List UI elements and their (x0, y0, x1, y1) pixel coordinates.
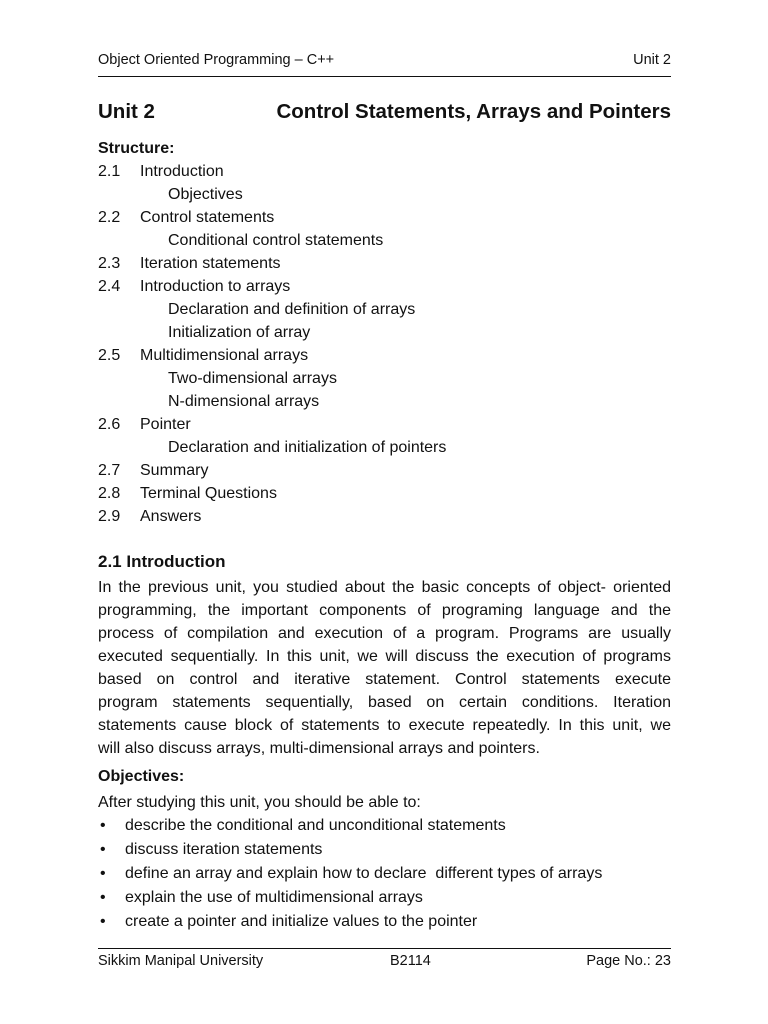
toc-text: Iteration statements (140, 255, 281, 272)
toc-number: 2.8 (98, 485, 121, 502)
toc-item (98, 160, 671, 183)
objective-text: describe the conditional and unconditional statements (125, 817, 506, 834)
toc-text: N-dimensional arrays (168, 393, 320, 410)
objectives-intro: After studying this unit, you should be able to: (98, 794, 421, 811)
footer-university: Sikkim Manipal University (98, 953, 264, 969)
paragraph-line: based on control and iterative statement. Control statements execute (98, 671, 671, 688)
toc-text: Pointer (140, 416, 191, 433)
toc-subitem (98, 367, 671, 390)
toc-item (98, 482, 671, 505)
toc-item (98, 252, 671, 275)
paragraph-line: executed sequentially. In this unit, we will discuss the execution of programs (98, 648, 671, 665)
page-footer (98, 953, 671, 973)
footer-rule (98, 948, 671, 949)
page-header (98, 52, 671, 74)
toc-text: Answers (140, 508, 202, 525)
bullet-icon: • (100, 841, 106, 858)
unit-title-text: Control Statements, Arrays and Pointers (276, 100, 671, 123)
toc-subitem (98, 390, 671, 413)
toc-item (98, 206, 671, 229)
toc-item (98, 413, 671, 436)
toc-text: Declaration and definition of arrays (168, 301, 416, 318)
objectives-heading: Objectives: (98, 768, 185, 785)
toc-number: 2.6 (98, 416, 121, 433)
toc-text: Terminal Questions (140, 485, 277, 502)
toc-item (98, 505, 671, 528)
toc-number: 2.7 (98, 462, 121, 479)
toc-number: 2.2 (98, 209, 121, 226)
paragraph-line: program statements sequentially, based on certain conditions. Iteration (98, 694, 671, 711)
introduction-heading: 2.1 Introduction (98, 552, 226, 571)
bullet-icon: • (100, 865, 106, 882)
toc-text: Two-dimensional arrays (168, 370, 337, 387)
objectives-list (98, 814, 671, 934)
toc-subitem (98, 298, 671, 321)
objective-text: explain the use of multidimensional arrays (125, 889, 423, 906)
toc-item (98, 275, 671, 298)
objective-item (98, 862, 671, 886)
toc-number: 2.3 (98, 255, 121, 272)
toc-text: Control statements (140, 209, 275, 226)
toc-text: Multidimensional arrays (140, 347, 309, 364)
structure-heading: Structure: (98, 140, 175, 157)
toc-subitem (98, 321, 671, 344)
toc-text: Introduction to arrays (140, 278, 291, 295)
paragraph-line: process of compilation and execution of a program. Programs are usually (98, 625, 671, 642)
bullet-icon: • (100, 889, 106, 906)
toc-text: Introduction (140, 163, 224, 180)
objective-text: discuss iteration statements (125, 841, 323, 858)
toc-item (98, 344, 671, 367)
objective-item (98, 910, 671, 934)
table-of-contents (98, 160, 671, 528)
objective-item (98, 886, 671, 910)
objective-text: create a pointer and initialize values to the pointer (125, 913, 478, 930)
paragraph-line: In the previous unit, you studied about the basic concepts of object- oriented (98, 579, 671, 596)
toc-text: Declaration and initialization of pointers (168, 439, 447, 456)
objective-item (98, 814, 671, 838)
paragraph-line: statements cause block of statements to execute repeatedly. In this unit, we (98, 717, 671, 734)
toc-subitem (98, 229, 671, 252)
paragraph-line: will also discuss arrays, multi-dimensional arrays and pointers. (98, 740, 540, 757)
toc-number: 2.5 (98, 347, 121, 364)
toc-number: 2.4 (98, 278, 121, 295)
toc-text: Initialization of array (168, 324, 311, 341)
toc-item (98, 459, 671, 482)
footer-page-number: Page No.: 23 (586, 953, 671, 969)
introduction-paragraph (98, 576, 671, 760)
unit-number: Unit 2 (98, 100, 155, 123)
toc-number: 2.9 (98, 508, 121, 525)
toc-subitem (98, 436, 671, 459)
bullet-icon: • (100, 913, 106, 930)
footer-course-code: B2114 (390, 953, 431, 969)
objective-item (98, 838, 671, 862)
toc-text: Conditional control statements (168, 232, 384, 249)
header-course-title: Object Oriented Programming – C++ (98, 52, 335, 68)
bullet-icon: • (100, 817, 106, 834)
toc-text: Summary (140, 462, 209, 479)
toc-number: 2.1 (98, 163, 121, 180)
header-rule (98, 76, 671, 77)
toc-text: Objectives (168, 186, 243, 203)
objective-text: define an array and explain how to declare different types of arrays (125, 865, 603, 882)
header-unit-label: Unit 2 (633, 52, 671, 68)
toc-subitem (98, 183, 671, 206)
paragraph-line: programming, the important components of programing language and the (98, 602, 671, 619)
